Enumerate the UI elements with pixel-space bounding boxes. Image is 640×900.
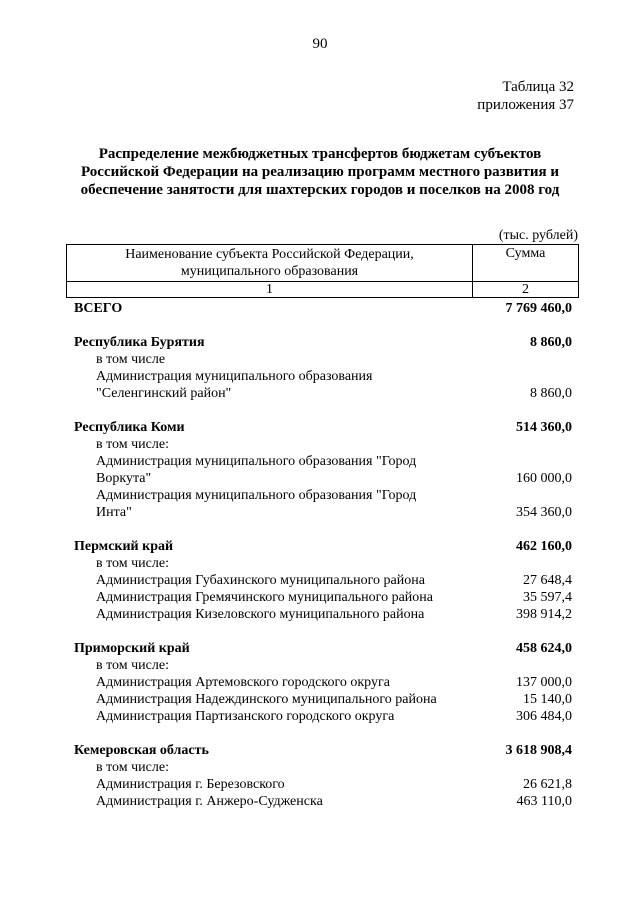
region-row [74,419,572,436]
item-amount: 26 621,8 [523,777,572,792]
including-label: в том числе [96,352,166,367]
header-name-line: Наименование субъекта Российской Федерации, [125,247,414,262]
item-row: "Селенгинский район" 8 860,0 [96,386,572,401]
item-amount: 8 860,0 [530,386,572,401]
item-amount: 463 110,0 [516,794,572,809]
item-amount: 15 140,0 [523,692,572,707]
region-amount: 462 160,0 [516,539,572,554]
item-amount: 27 648,4 [523,573,572,588]
region-row [74,334,572,351]
table-number: Таблица 32 [502,79,574,95]
header-amount-cell: Сумма [473,245,579,282]
header-index-2: 2 [473,282,579,298]
item-amount: 354 360,0 [516,505,572,520]
item-amount: 306 484,0 [516,709,572,724]
item-row: Администрация Партизанского городского округа 306 484,0 [96,709,572,724]
region-row [74,640,572,657]
total-row [74,300,572,317]
region-amount: 514 360,0 [516,420,572,435]
document-title [60,145,580,199]
item-row: Администрация Артемовского городского округа 137 000,0 [96,675,572,690]
region-row [74,742,572,759]
including-label: в том числе: [96,437,169,452]
region-name: Республика Бурятия [74,335,205,350]
page-number: 90 [312,36,328,52]
including-label: в том числе: [96,556,169,571]
title-line: Распределение межбюджетных трансфертов бюджетам субъектов [98,146,542,162]
item-amount: 35 597,4 [523,590,572,605]
item-row: Администрация г. Березовского 26 621,8 [96,777,572,792]
table-body [74,300,572,810]
region-amount: 8 860,0 [530,335,572,350]
item-row: Администрация Губахинского муниципального района 27 648,4 [96,573,572,588]
region-amount: 458 624,0 [516,641,572,656]
item-row: Администрация Гремячинского муниципального района 35 597,4 [96,590,572,605]
region-name: Кемеровская область [74,743,209,758]
item-amount: 137 000,0 [516,675,572,690]
item-amount: 160 000,0 [516,471,572,486]
region-amount: 3 618 908,4 [505,743,572,758]
header-name-line: муниципального образования [180,264,359,279]
title-line: Российской Федерации на реализацию программ местного развития и [81,164,559,180]
title-line: обеспечение занятости для шахтерских городов и поселков на 2008 год [80,182,560,198]
item-row: Администрация г. Анжеро-Судженска 463 110,0 [96,794,572,809]
units-note: (тыс. рублей) [498,228,578,243]
table-reference [477,78,574,114]
item-row: Инта" 354 360,0 [96,505,572,520]
item-amount: 398 914,2 [516,607,572,622]
region-name: Пермский край [74,539,174,554]
item-row: Администрация муниципального образования "Город [96,454,417,469]
item-row: Воркута" 160 000,0 [96,471,572,486]
including-label: в том числе: [96,658,169,673]
region-name: Республика Коми [74,420,185,435]
table-header [66,244,579,298]
item-row: Администрация Надеждинского муниципального района 15 140,0 [96,692,572,707]
total-label: ВСЕГО [74,301,123,316]
region-name: Приморский край [74,641,190,656]
appendix-number: приложения 37 [477,97,574,113]
item-row: Администрация Кизеловского муниципального района 398 914,2 [96,607,572,622]
header-index-1: 1 [67,282,473,298]
header-name-cell [67,245,473,282]
including-label: в том числе: [96,760,169,775]
item-row: Администрация муниципального образования [96,369,373,384]
item-row: Администрация муниципального образования "Город [96,488,417,503]
region-row [74,538,572,555]
total-amount: 7 769 460,0 [505,301,572,316]
